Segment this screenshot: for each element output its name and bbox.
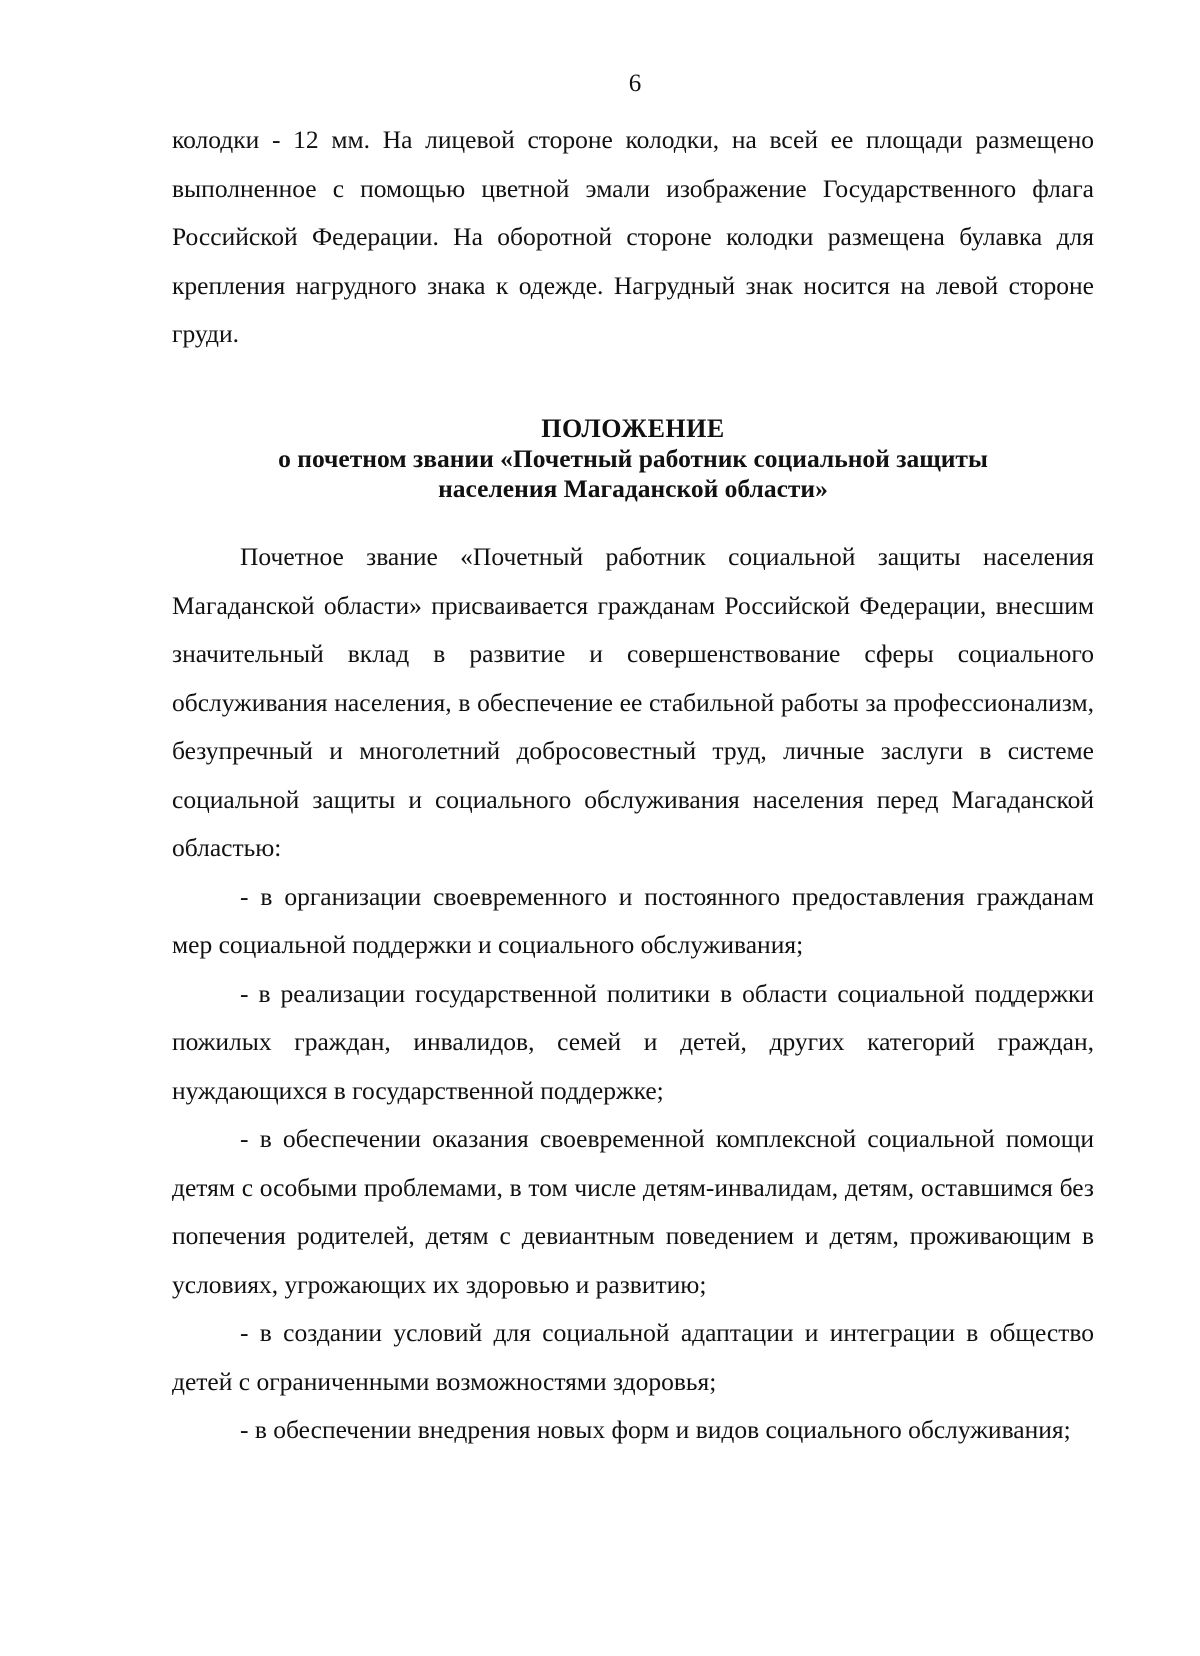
heading-title: ПОЛОЖЕНИЕ [541,414,725,443]
heading-subtitle-line-2: населения Магаданской области» [438,474,828,503]
regulation-body [172,533,1094,1455]
list-item: - в организации своевременного и постоянного предоставления гражданам мер социальной поддержки и социального обслуживания; [172,881,1094,959]
intro-paragraph: Почетное звание «Почетный работник социальной защиты населения Магаданской области» присваивается гражданам Российской Федерации, внесшим значительный вклад в развитие и совершенствование сферы социального обслуживания населения, в обеспечение ее стабильной работы за профессионализм, безупречный и многолетний добросовестный труд, личные заслуги в системе социальной защиты и социального обслуживания населения перед Магаданской областью: [172,542,1094,862]
list-item: - в обеспечении внедрения новых форм и видов социального обслуживания; [240,1415,1071,1444]
heading-subtitle-line-1: о почетном звании «Почетный работник социальной защиты [278,444,988,473]
regulation-heading [172,414,1094,504]
list-item: - в создании условий для социальной адаптации и интеграции в общество детей с ограниченными возможностями здоровья; [172,1318,1094,1396]
list-item: - в обеспечении оказания своевременной комплексной социальной помощи детям с особыми проблемами, в том числе детям-инвалидам, детям, оставшимся без попечения родителей, детям с девиантным поведением и детям, проживающим в условиях, угрожающих их здоровью и развитию; [172,1124,1094,1299]
page-number: 6 [628,70,642,97]
continuation-paragraph: колодки - 12 мм. На лицевой стороне колодки, на всей ее площади размещено выполненное с помощью цветной эмали изображение Государственного флага Российской Федерации. На оборотной стороне колодки размещена булавка для крепления нагрудного знака к одежде. Нагрудный знак носится на левой стороне груди. [172,125,1094,348]
continuation-section [172,116,1094,359]
list-item: - в реализации государственной политики в области социальной поддержки пожилых граждан, инвалидов, семей и детей, других категорий граждан, нуждающихся в государственной поддержке; [172,978,1094,1105]
